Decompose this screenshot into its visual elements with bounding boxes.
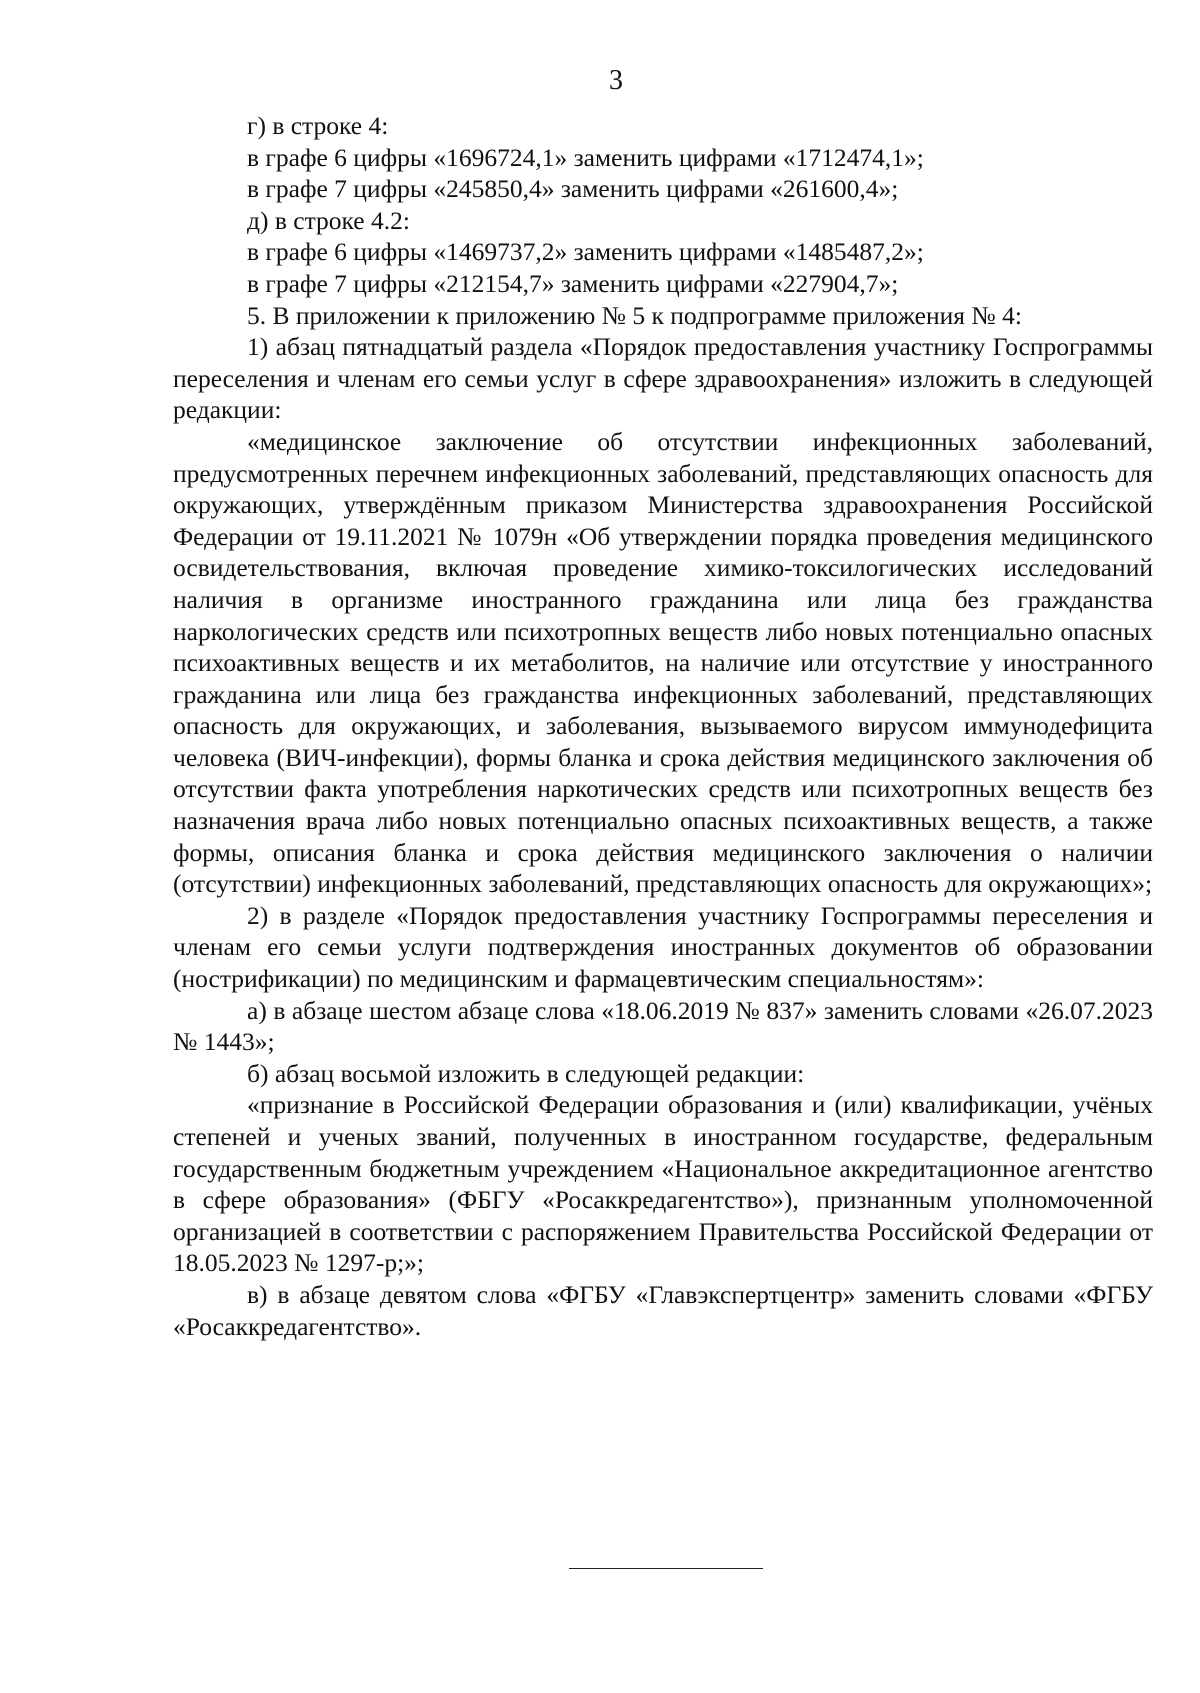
paragraph-subitem-v: в) в абзаце девятом слова «ФГБУ «Главэкспертцентр» заменить словами «ФГБУ «Росаккредагентство». — [173, 1279, 1153, 1341]
paragraph-row-4-column-7: в графе 7 цифры «245850,4» заменить цифрами «261600,4»; — [247, 174, 899, 204]
paragraph-row-4-2-heading: д) в строке 4.2: — [247, 205, 410, 235]
paragraph-recognition-quote: «признание в Российской Федерации образования и (или) квалификации, учёных степеней и ученых званий, полученных в иностранном государстве, федеральным государственным бюджетным учреждением «Национальное аккредитационное агентство в сфере образования» (ФБГУ «Росаккредагентство»), признанным уполномоченной организацией в соответствии с распоряжением Правительства Российской Федерации от 18.05.2023 № 1297-р;»; — [173, 1090, 1153, 1278]
end-divider-line — [569, 1568, 763, 1569]
paragraph-row-4-heading: г) в строке 4: — [247, 111, 389, 140]
paragraph-row-4-column-6: в графе 6 цифры «1696724,1» заменить цифрами «1712474,1»; — [247, 142, 924, 172]
paragraph-medical-conclusion-quote: «медицинское заключение об отсутствии инфекционных заболеваний, предусмотренных перечнем инфекционных заболеваний, представляющих опасность для окружающих, утверждённым приказом Министерства здравоохранения Российской Федерации от 19.11.2021 № 1079н «Об утверждении порядка проведения медицинского освидетельствования, включая проведение химико-токсилогических исследований наличия в организме иностранного гражданина или лица без гражданства наркологических средств или психотропных веществ либо новых потенциально опасных психоактивных веществ и их метаболитов, на наличие или отсутствие у иностранного гражданина или лица без гражданства инфекционных заболеваний, представляющих опасность для окружающих, и заболевания, вызываемого вирусом иммунодефицита человека (ВИЧ-инфекции), формы бланка и срока действия медицинского заключения об отсутствии факта употребления наркотических средств или психотропных веществ без назначения врача либо новых потенциально опасных психоактивных веществ, а также формы, описания бланка и срока действия медицинского заключения о наличии (отсутствии) инфекционных заболеваний, представляющих опасность для окружающих»; — [173, 426, 1153, 899]
paragraph-subitem-b: б) абзац восьмой изложить в следующей редакции: — [247, 1058, 805, 1088]
paragraph-subitem-a: а) в абзаце шестом абзаце слова «18.06.2019 № 837» заменить словами «26.07.2023 № 1443»; — [173, 995, 1153, 1057]
paragraph-row-4-2-column-6: в графе 6 цифры «1469737,2» заменить цифрами «1485487,2»; — [247, 237, 924, 267]
paragraph-subitem-1: 1) абзац пятнадцатый раздела «Порядок предоставления участнику Госпрограммы переселения и членам его семьи услуг в сфере здравоохранения» изложить в следующей редакции: — [173, 332, 1153, 425]
paragraph-row-4-2-column-7: в графе 7 цифры «212154,7» заменить цифрами «227904,7»; — [247, 268, 899, 298]
paragraph-subitem-2: 2) в разделе «Порядок предоставления участнику Госпрограммы переселения и членам его семьи услуги подтверждения иностранных документов об образовании (нострификации) по медицинским и фармацевтическим специальностям»: — [173, 900, 1153, 994]
paragraph-item-5: 5. В приложении к приложению № 5 к подпрограмме приложения № 4: — [247, 300, 1022, 330]
document-body — [173, 110, 1153, 1342]
page-number: 3 — [609, 65, 623, 96]
